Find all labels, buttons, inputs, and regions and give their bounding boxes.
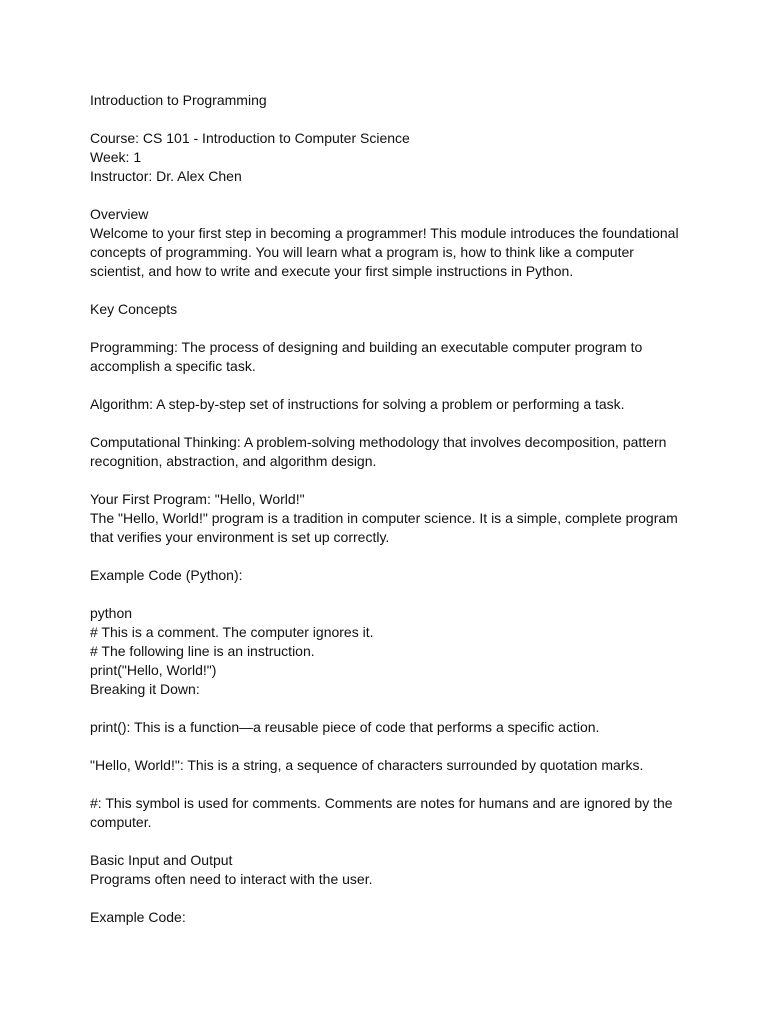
week-line: Week: 1: [90, 149, 142, 165]
course-line: Course: CS 101 - Introduction to Computer Science: [90, 130, 410, 146]
spacer: [90, 775, 680, 794]
spacer: [90, 737, 680, 756]
spacer: [90, 376, 680, 395]
code-language-label: python: [90, 605, 133, 621]
spacer: [90, 186, 680, 205]
breaking-down-heading: Breaking it Down:: [90, 681, 200, 697]
example-code-label: Example Code:: [90, 909, 186, 925]
concept-algorithm: Algorithm: A step-by-step set of instructions for solving a problem or performing a task.: [90, 396, 625, 412]
spacer: [90, 281, 680, 300]
overview-heading: Overview: [90, 206, 149, 222]
spacer: [90, 832, 680, 851]
spacer: [90, 699, 680, 718]
spacer: [90, 547, 680, 566]
code-line: # The following line is an instruction.: [90, 643, 315, 659]
basic-io-paragraph: Programs often need to interact with the user.: [90, 871, 373, 887]
code-line: print("Hello, World!"): [90, 662, 217, 678]
instructor-line: Instructor: Dr. Alex Chen: [90, 168, 242, 184]
concept-computational-thinking: Computational Thinking: A problem-solving methodology that involves decomposition, pattern recognition, abstraction, and algorithm design.: [90, 434, 671, 469]
code-line: # This is a comment. The computer ignores it.: [90, 624, 374, 640]
overview-paragraph: Welcome to your first step in becoming a programmer! This module introduces the foundational concepts of programming. You will learn what a program is, how to think like a computer scientist, and how to write and execute your first simple instructions in Python.: [90, 225, 683, 279]
spacer: [90, 414, 680, 433]
example-code-python-label: Example Code (Python):: [90, 567, 243, 583]
key-concepts-heading: Key Concepts: [90, 301, 178, 317]
spacer: [90, 319, 680, 338]
breakdown-string: "Hello, World!": This is a string, a sequence of characters surrounded by quotation marks.: [90, 757, 644, 773]
concept-programming: Programming: The process of designing and building an executable computer program to accomplish a specific task.: [90, 339, 647, 374]
spacer: [90, 585, 680, 604]
document-body: [90, 91, 683, 927]
spacer: [90, 889, 680, 908]
breakdown-comment: #: This symbol is used for comments. Comments are notes for humans and are ignored by the computer.: [90, 795, 677, 830]
basic-io-heading: Basic Input and Output: [90, 852, 233, 868]
spacer: [90, 471, 680, 490]
document-title: Introduction to Programming: [90, 92, 267, 108]
first-program-heading: Your First Program: "Hello, World!": [90, 491, 305, 507]
first-program-paragraph: The "Hello, World!" program is a tradition in computer science. It is a simple, complete program that verifies your environment is set up correctly.: [90, 510, 682, 545]
spacer: [90, 110, 680, 129]
breakdown-print: print(): This is a function—a reusable piece of code that performs a specific action.: [90, 719, 600, 735]
